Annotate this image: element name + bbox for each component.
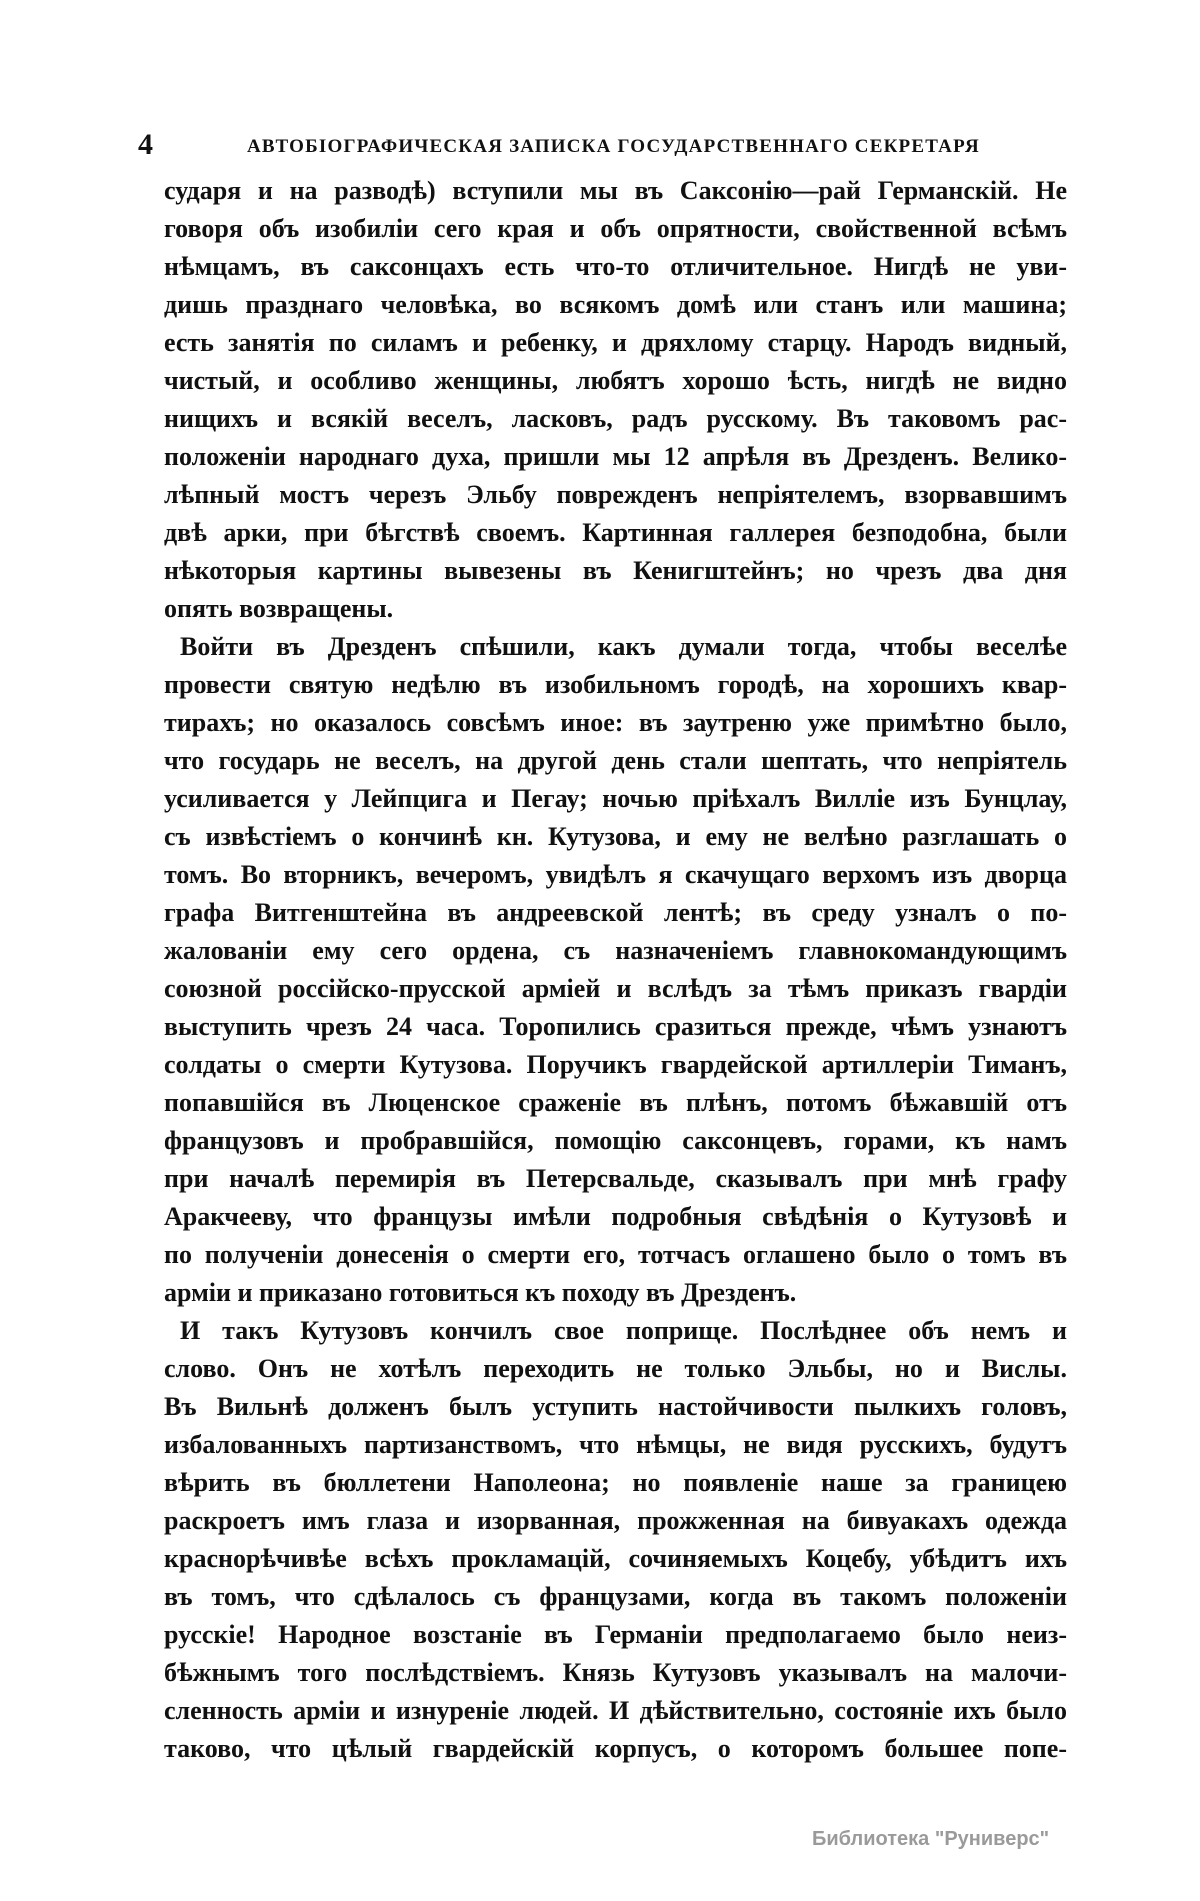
text-line: лѣпный мостъ черезъ Эльбу поврежденъ непріятелемъ, взорвавшимъ — [164, 480, 1067, 509]
text-line: говоря объ изобиліи сего края и объ опрятности, свойственной всѣмъ — [164, 214, 1067, 243]
text-line: провести святую недѣлю въ изобильномъ городѣ, на хорошихъ квар- — [164, 670, 1067, 699]
library-watermark: Библиотека "Руниверс" — [812, 1828, 1050, 1850]
text-line: томъ. Во вторникъ, вечеромъ, увидѣлъ я скачущаго верхомъ изъ дворца — [164, 860, 1067, 889]
text-line: что государь не веселъ, на другой день стали шептать, что непріятель — [164, 746, 1067, 775]
text-line: Аракчееву, что французы имѣли подробныя свѣдѣнія о Кутузовѣ и — [164, 1202, 1067, 1231]
text-line: Въ Вильнѣ долженъ былъ уступить настойчивости пылкихъ головъ, — [164, 1392, 1067, 1421]
text-line: таково, что цѣлый гвардейскій корпусъ, о которомъ большее попе- — [164, 1734, 1067, 1763]
text-line: арміи и приказано готовиться къ походу въ Дрезденъ. — [164, 1278, 797, 1307]
text-line: въ томъ, что сдѣлалось съ французами, когда въ такомъ положеніи — [164, 1582, 1067, 1611]
text-line: нѣмцамъ, въ саксонцахъ есть что-то отличительное. Нигдѣ не уви- — [164, 252, 1067, 281]
text-line: попавшійся въ Люценское сраженіе въ плѣнъ, потомъ бѣжавшій отъ — [164, 1088, 1067, 1117]
text-line: нищихъ и всякій веселъ, ласковъ, радъ русскому. Въ таковомъ рас- — [164, 404, 1067, 433]
text-line: при началѣ перемирія въ Петерсвальде, сказывалъ при мнѣ графу — [164, 1164, 1067, 1193]
text-line: положеніи народнаго духа, пришли мы 12 апрѣля въ Дрезденъ. Велико- — [164, 442, 1067, 471]
text-line: русскіе! Народное возстаніе въ Германіи предполагаемо было неиз- — [164, 1620, 1067, 1649]
text-line: сударя и на разводѣ) вступили мы въ Саксонію—рай Германскій. Не — [164, 176, 1067, 205]
text-line: И такъ Кутузовъ кончилъ свое поприще. Послѣднее объ немъ и — [180, 1316, 1067, 1345]
text-line: опять возвращены. — [164, 594, 394, 623]
text-line: солдаты о смерти Кутузова. Поручикъ гвардейской артиллеріи Тиманъ, — [164, 1050, 1067, 1079]
body-text — [164, 176, 1067, 1772]
text-line: жалованіи ему сего ордена, съ назначеніемъ главнокомандующимъ — [164, 936, 1067, 965]
page-number: 4 — [138, 128, 153, 161]
text-line: французовъ и пробравшійся, помощію саксонцевъ, горами, къ намъ — [164, 1126, 1067, 1155]
text-line: нѣкоторыя картины вывезены въ Кенигштейнъ; но чрезъ два дня — [164, 556, 1067, 585]
text-line: графа Витгенштейна въ андреевской лентѣ; въ среду узналъ о по- — [164, 898, 1067, 927]
text-line: сленность арміи и изнуреніе людей. И дѣйствительно, состояніе ихъ было — [164, 1696, 1067, 1725]
text-line: бѣжнымъ того послѣдствіемъ. Князь Кутузовъ указывалъ на малочи- — [164, 1658, 1067, 1687]
text-line: чистый, и особливо женщины, любятъ хорошо ѣсть, нигдѣ не видно — [164, 366, 1067, 395]
text-line: есть занятія по силамъ и ребенку, и дряхлому старцу. Народъ видный, — [164, 328, 1067, 357]
text-line: раскроетъ имъ глаза и изорванная, прожженная на бивуакахъ одежда — [164, 1506, 1067, 1535]
running-title: АВТОБІОГРАФИЧЕСКАЯ ЗАПИСКА ГОСУДАРСТВЕННАГО СЕКРЕТАРЯ — [247, 136, 980, 157]
text-line: Войти въ Дрезденъ спѣшили, какъ думали тогда, чтобы веселѣе — [180, 632, 1067, 661]
text-line: усиливается у Лейпцига и Пегау; ночью пріѣхалъ Вилліе изъ Бунцлау, — [164, 784, 1067, 813]
text-line: двѣ арки, при бѣгствѣ своемъ. Картинная галлерея безподобна, были — [164, 518, 1067, 547]
text-line: вѣрить въ бюллетени Наполеона; но появленіе наше за границею — [164, 1468, 1067, 1497]
text-line: краснорѣчивѣе всѣхъ прокламацій, сочиняемыхъ Коцебу, убѣдитъ ихъ — [164, 1544, 1067, 1573]
text-line: съ извѣстіемъ о кончинѣ кн. Кутузова, и ему не велѣно разглашать о — [164, 822, 1067, 851]
text-line: выступить чрезъ 24 часа. Торопились сразиться прежде, чѣмъ узнаютъ — [164, 1012, 1067, 1041]
text-line: тирахъ; но оказалось совсѣмъ иное: въ заутреню уже примѣтно было, — [164, 708, 1067, 737]
text-line: слово. Онъ не хотѣлъ переходить не только Эльбы, но и Вислы. — [164, 1354, 1067, 1383]
text-line: избалованныхъ партизанствомъ, что нѣмцы, не видя русскихъ, будутъ — [164, 1430, 1067, 1459]
text-line: союзной россійско-прусской арміей и вслѣдъ за тѣмъ приказъ гвардіи — [164, 974, 1067, 1003]
text-line: дишь празднаго человѣка, во всякомъ домѣ или станъ или машина; — [164, 290, 1067, 319]
text-line: по полученіи донесенія о смерти его, тотчасъ оглашено было о томъ въ — [164, 1240, 1067, 1269]
